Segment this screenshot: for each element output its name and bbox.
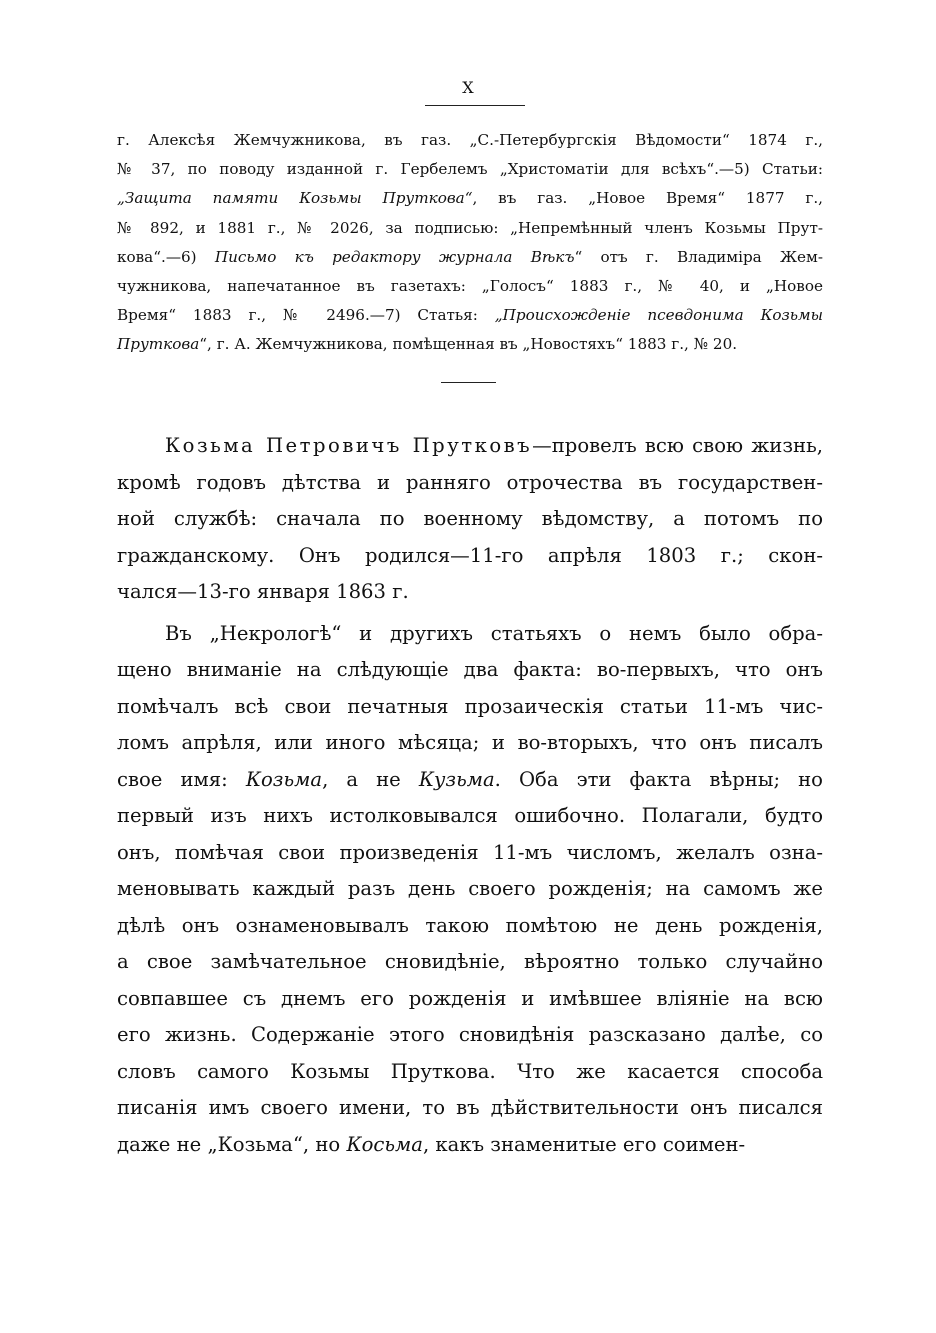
header-rule (425, 105, 525, 106)
text-line (117, 1090, 823, 1127)
text-line (117, 574, 823, 611)
text-line (117, 465, 823, 502)
text-run: щено вниманіе на слѣдующіе два факта: во-первыхъ, что онъ (117, 658, 823, 681)
text-run: , а не (322, 767, 419, 791)
text-run: Время“ 1883 г., № 2496.—7) Статья: (117, 306, 495, 325)
text-run: ной службѣ: сначала по военному вѣдомству, а потомъ по (117, 507, 823, 530)
text-run: первый изъ нихъ истолковывался ошибочно. Полагали, будто (117, 804, 823, 827)
text-run: кромѣ годовъ дѣтства и ранняго отрочества въ государствен- (117, 470, 823, 494)
italic-text-run: Письмо къ редактору журнала Вѣкъ (214, 247, 575, 266)
text-run: Въ „Некрологѣ“ и другихъ статьяхъ о немъ было обра- (165, 621, 823, 645)
text-line (117, 272, 823, 301)
text-line (117, 1127, 823, 1164)
text-line (117, 301, 823, 330)
italic-text-run: „Происхожденіе псевдонима Козьмы (494, 306, 823, 325)
text-line (117, 652, 823, 689)
text-line (117, 538, 823, 575)
paragraph-1 (117, 428, 823, 611)
italic-text-run: Кузьма (418, 767, 495, 791)
text-run: № 37, по поводу изданной г. Гербелемъ „Христоматіи для всѣхъ“.—5) Статьи: (117, 160, 823, 179)
text-run: чужникова, напечатанное въ газетахъ: „Голосъ“ 1883 г., № 40, и „Новое (117, 276, 823, 295)
text-line (117, 908, 823, 945)
italic-text-run: Козьма (245, 767, 323, 791)
text-line (117, 501, 823, 538)
text-line (117, 798, 823, 835)
text-run: —провелъ всю свою жизнь, (532, 434, 823, 457)
text-run: ломъ апрѣля, или иного мѣсяца; и во-вторыхъ, что онъ писалъ (117, 731, 823, 754)
text-line (117, 981, 823, 1018)
text-line (117, 871, 823, 908)
text-line (117, 1054, 823, 1091)
text-run: чался—13-го января 1863 г. (117, 580, 409, 603)
text-run: его жизнь. Содержаніе этого сновидѣнія разсказано далѣе, со (117, 1023, 823, 1046)
text-run: кова“.—6) (117, 247, 215, 266)
text-line (117, 243, 823, 272)
text-line (117, 725, 823, 762)
main-text (117, 428, 823, 1163)
text-line (117, 689, 823, 726)
text-line (117, 944, 823, 981)
text-run: а свое замѣчательное сновидѣніе, вѣроятно только случайно (117, 950, 823, 973)
text-line (117, 184, 823, 213)
text-run: словъ самого Козьмы Пруткова. Что же касается способа (117, 1059, 823, 1083)
paragraph-2 (117, 616, 823, 1164)
text-run: , какъ знаменитые его соимен- (422, 1132, 746, 1156)
page-number: X (462, 78, 474, 97)
text-line (117, 155, 823, 184)
text-line (117, 428, 823, 465)
text-line (117, 616, 823, 653)
text-run: помѣчалъ всѣ свои печатныя прозаическія статьи 11-мъ чис- (117, 694, 823, 718)
text-run: писанія имъ своего имени, то въ дѣйствительности онъ писался (117, 1096, 823, 1119)
footnote-continuation (117, 126, 823, 360)
text-run: . Оба эти факта вѣрны; но (494, 767, 823, 791)
text-run: “, г. А. Жемчужникова, помѣщенная въ „Новостяхъ“ 1883 г., № 20. (199, 335, 738, 354)
section-divider (441, 382, 496, 383)
italic-text-run: „Защита памяти Козьмы Пруткова“ (117, 189, 473, 208)
text-line (117, 330, 823, 359)
text-run: совпавшее съ днемъ его рожденія и имѣвшее вліяніе на всю (117, 986, 823, 1010)
text-run: , въ газ. „Новое Время“ 1877 г., (472, 189, 823, 208)
text-run: меновывать каждый разъ день своего рожденія; на самомъ же (117, 877, 823, 900)
text-run: № 892, и 1881 г., № 2026, за подписью: „Непремѣнный членъ Козьмы Прут- (117, 218, 823, 237)
text-line (117, 1017, 823, 1054)
text-run: даже не „Козьма“, но (117, 1132, 347, 1156)
text-line (117, 214, 823, 243)
italic-text-run: Косьма (346, 1132, 423, 1156)
spaced-name-run: Козьма Петровичъ Прутковъ (165, 434, 533, 457)
text-line (117, 762, 823, 799)
text-run: гражданскому. Онъ родился—11-го апрѣля 1803 г.; скон- (117, 543, 823, 567)
text-run: свое имя: (117, 767, 246, 791)
text-line (117, 126, 823, 155)
text-run: г. Алексѣя Жемчужникова, въ газ. „С.-Петербургскія Вѣдомости“ 1874 г., (117, 131, 823, 149)
text-line (117, 835, 823, 872)
text-run: “ отъ г. Владиміра Жем- (574, 247, 823, 266)
text-run: дѣлѣ онъ ознаменовывалъ такою помѣтою не день рожденія, (117, 913, 823, 937)
text-run: онъ, помѣчая свои произведенія 11-мъ числомъ, желалъ озна- (117, 840, 823, 864)
italic-text-run: Пруткова (117, 335, 200, 354)
